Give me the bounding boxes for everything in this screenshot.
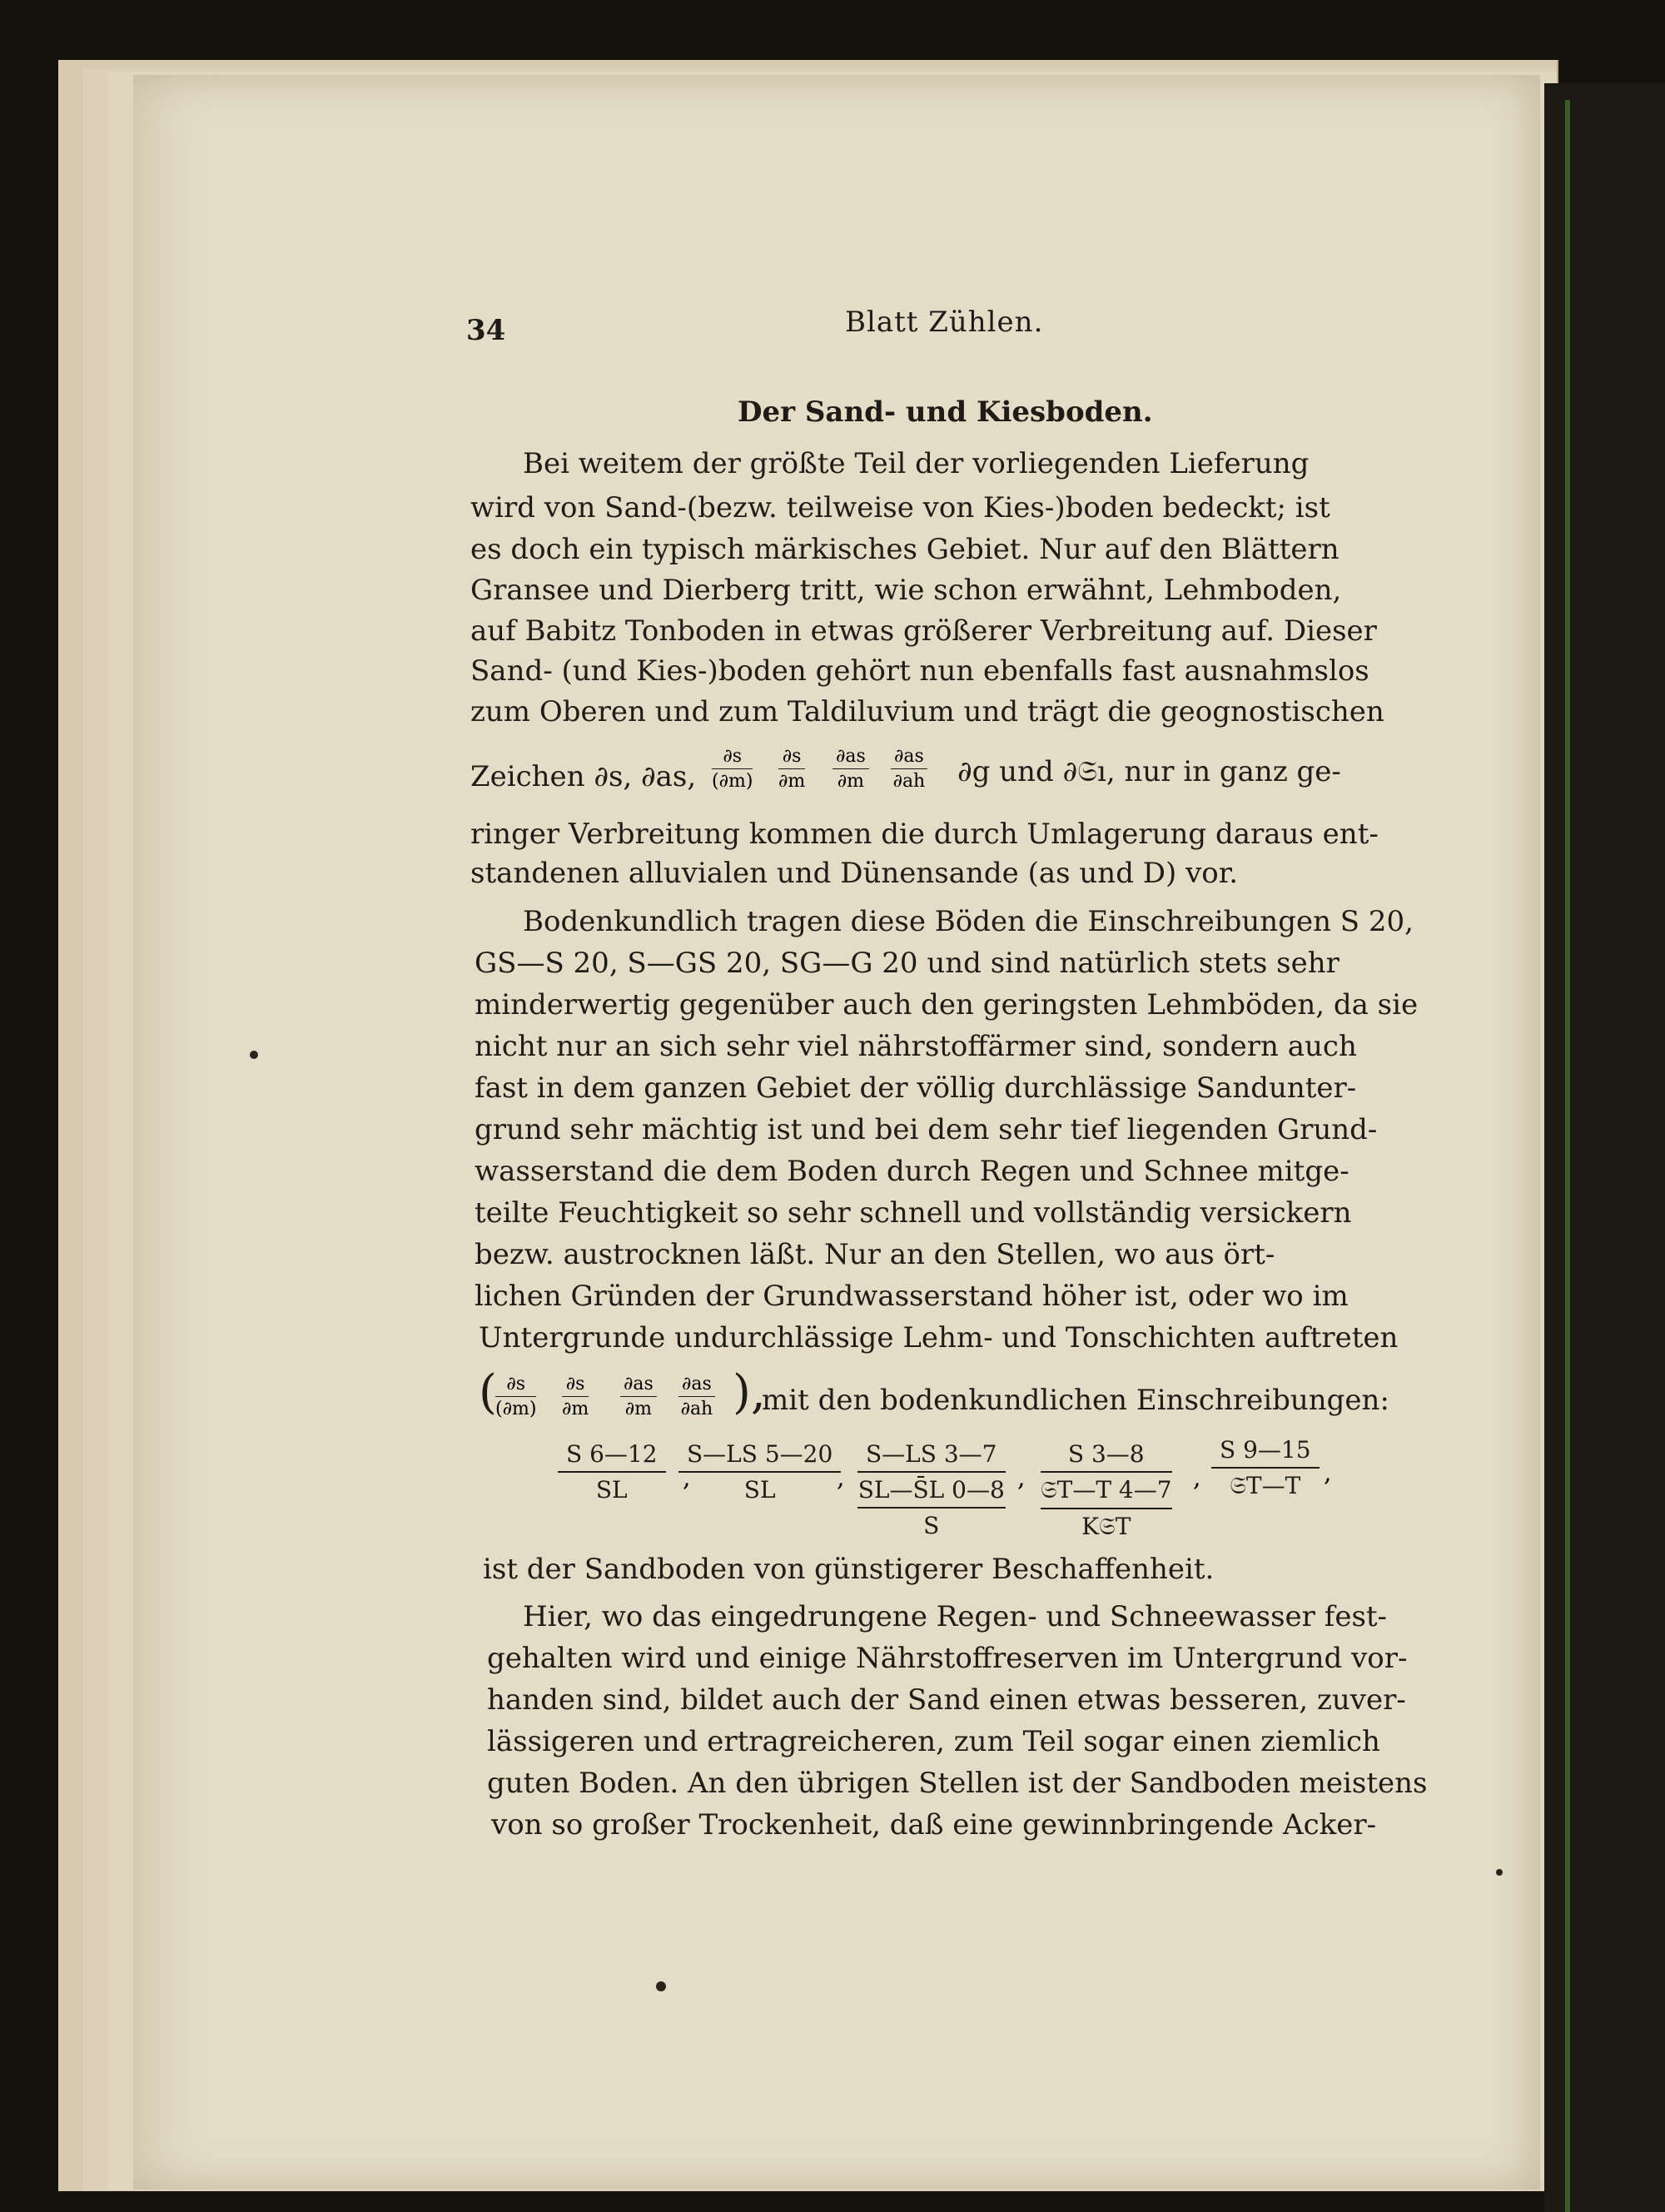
fraction-numerator: ∂as bbox=[832, 746, 869, 769]
zeichen-suffix: ∂g und ∂𝔖ı, nur in ganz ge- bbox=[957, 755, 1341, 788]
formula-numerator: S—LS 3—7 bbox=[857, 1440, 1006, 1473]
symbol-fraction bbox=[891, 746, 927, 792]
symbol-fraction bbox=[678, 1374, 715, 1419]
fraction-numerator: ∂s bbox=[562, 1374, 589, 1397]
page-number: 34 bbox=[466, 314, 506, 347]
ink-speck bbox=[250, 1051, 258, 1059]
formula-numerator: S 3—8 bbox=[1041, 1440, 1172, 1473]
text-line: mit den bodenkundlichen Einschreibungen: bbox=[762, 1384, 1389, 1417]
soil-formula bbox=[1211, 1436, 1320, 1500]
text-line: Gransee und Dierberg tritt, wie schon erwähnt, Lehmboden, bbox=[470, 574, 1342, 607]
fraction-numerator: ∂s bbox=[778, 746, 805, 769]
formula-denominator: 𝔖T—T bbox=[1230, 1472, 1301, 1499]
symbol-fraction bbox=[832, 746, 869, 792]
formula-comma: , bbox=[837, 1464, 845, 1493]
fraction-numerator: ∂as bbox=[678, 1374, 715, 1397]
text-line: Untergrunde undurchlässige Lehm- und Tonschichten auftreten bbox=[479, 1321, 1399, 1355]
fraction-numerator: ∂as bbox=[620, 1374, 657, 1397]
fraction-denominator: (∂m) bbox=[495, 1399, 537, 1419]
formula-comma: , bbox=[1193, 1464, 1201, 1493]
fraction-denominator: ∂m bbox=[624, 1399, 653, 1419]
text-line: zum Oberen und zum Taldiluvium und trägt die geognostischen bbox=[470, 695, 1384, 728]
symbol-fraction bbox=[495, 1374, 536, 1419]
section-heading: Der Sand- und Kiesboden. bbox=[738, 395, 1153, 429]
open-parenthesis: ( bbox=[479, 1365, 497, 1419]
fraction-denominator: ∂ah bbox=[892, 771, 926, 792]
fraction-denominator: (∂m) bbox=[712, 771, 753, 792]
text-line: teilte Feuchtigkeit so sehr schnell und vollständig versickern bbox=[475, 1196, 1352, 1230]
formula-denominator: 𝔖T—T 4—7 bbox=[1041, 1476, 1172, 1504]
text-line: bezw. austrocknen läßt. Nur an den Stellen, wo aus ört- bbox=[475, 1238, 1275, 1271]
text-line: gehalten wird und einige Nährstoffreserven im Untergrund vor- bbox=[487, 1642, 1408, 1675]
close-parenthesis: ), bbox=[733, 1365, 766, 1419]
formula-comma: , bbox=[1324, 1459, 1332, 1488]
text-line: von so großer Trockenheit, daß eine gewinnbringende Acker- bbox=[491, 1808, 1377, 1842]
text-line: lichen Gründen der Grundwasserstand höher ist, oder wo im bbox=[475, 1280, 1349, 1313]
formula-numerator: S 9—15 bbox=[1211, 1436, 1320, 1469]
soil-formula bbox=[857, 1440, 1006, 1539]
fraction-denominator: ∂m bbox=[778, 771, 806, 792]
fraction-numerator: ∂s bbox=[712, 746, 753, 769]
text-line: handen sind, bildet auch der Sand einen etwas besseren, zuver- bbox=[487, 1683, 1406, 1717]
formula-comma: , bbox=[1017, 1464, 1026, 1493]
symbol-fraction bbox=[562, 1374, 589, 1419]
fraction-denominator: ∂m bbox=[562, 1399, 589, 1419]
zeichen-prefix: Zeichen ∂s, ∂as, bbox=[470, 760, 697, 793]
formula-denominator: SL—S̄L 0—8 bbox=[857, 1476, 1005, 1504]
soil-formula bbox=[558, 1440, 666, 1504]
text-line: guten Boden. An den übrigen Stellen ist der Sandboden meistens bbox=[487, 1767, 1428, 1800]
soil-formula bbox=[1041, 1440, 1172, 1541]
fraction-denominator: ∂m bbox=[837, 771, 865, 792]
formula-comma: , bbox=[683, 1464, 691, 1493]
fraction-denominator: ∂ah bbox=[680, 1399, 713, 1419]
formula-denominator: SL bbox=[743, 1476, 776, 1504]
ink-speck bbox=[1496, 1869, 1503, 1876]
fraction-numerator: ∂s bbox=[495, 1374, 536, 1397]
text-line: wasserstand die dem Boden durch Regen und Schnee mitge- bbox=[475, 1155, 1349, 1188]
text-line: Hier, wo das eingedrungene Regen- und Schneewasser fest- bbox=[523, 1600, 1388, 1633]
symbol-fraction bbox=[712, 746, 753, 792]
symbol-fraction bbox=[620, 1374, 657, 1419]
text-line: Bei weitem der größte Teil der vorliegenden Lieferung bbox=[523, 447, 1310, 480]
right-spine-edge bbox=[1565, 100, 1570, 2212]
formula-subdenominator: K𝔖T bbox=[1041, 1508, 1172, 1541]
formula-numerator: S—LS 5—20 bbox=[678, 1440, 841, 1473]
text-line: GS—S 20, S—GS 20, SG—G 20 und sind natürlich stets sehr bbox=[475, 947, 1339, 980]
symbol-fraction bbox=[778, 746, 805, 792]
text-line: auf Babitz Tonboden in etwas größerer Verbreitung auf. Dieser bbox=[470, 614, 1377, 648]
text-line: wird von Sand-(bezw. teilweise von Kies-)boden bedeckt; ist bbox=[470, 491, 1330, 524]
soil-formula bbox=[678, 1440, 841, 1504]
fraction-numerator: ∂as bbox=[891, 746, 927, 769]
text-line: Bodenkundlich tragen diese Böden die Einschreibungen S 20, bbox=[523, 905, 1414, 938]
text-line: lässigeren und ertragreicheren, zum Teil sogar einen ziemlich bbox=[487, 1725, 1380, 1758]
text-line: Sand- (und Kies-)boden gehört nun ebenfalls fast ausnahmslos bbox=[470, 654, 1369, 688]
formula-subdenominator: S bbox=[857, 1507, 1006, 1539]
formula-numerator: S 6—12 bbox=[558, 1440, 666, 1473]
text-line: ringer Verbreitung kommen die durch Umlagerung daraus ent- bbox=[470, 818, 1379, 851]
right-binding-strip bbox=[1544, 83, 1665, 2212]
text-line: fast in dem ganzen Gebiet der völlig durchlässige Sandunter- bbox=[475, 1071, 1357, 1105]
formula-denominator: SL bbox=[595, 1476, 628, 1504]
text-line: ist der Sandboden von günstigerer Beschaffenheit. bbox=[483, 1553, 1215, 1586]
text-line: minderwertig gegenüber auch den geringsten Lehmböden, da sie bbox=[475, 988, 1419, 1021]
text-line: es doch ein typisch märkisches Gebiet. Nur auf den Blättern bbox=[470, 533, 1339, 566]
running-head: Blatt Zühlen. bbox=[845, 306, 1044, 339]
text-line: nicht nur an sich sehr viel nährstoffärmer sind, sondern auch bbox=[475, 1030, 1357, 1063]
text-line: standenen alluvialen und Dünensande (as und D) vor. bbox=[470, 857, 1239, 890]
ink-speck bbox=[656, 1981, 666, 1991]
text-line: grund sehr mächtig ist und bei dem sehr tief liegenden Grund- bbox=[475, 1113, 1378, 1146]
